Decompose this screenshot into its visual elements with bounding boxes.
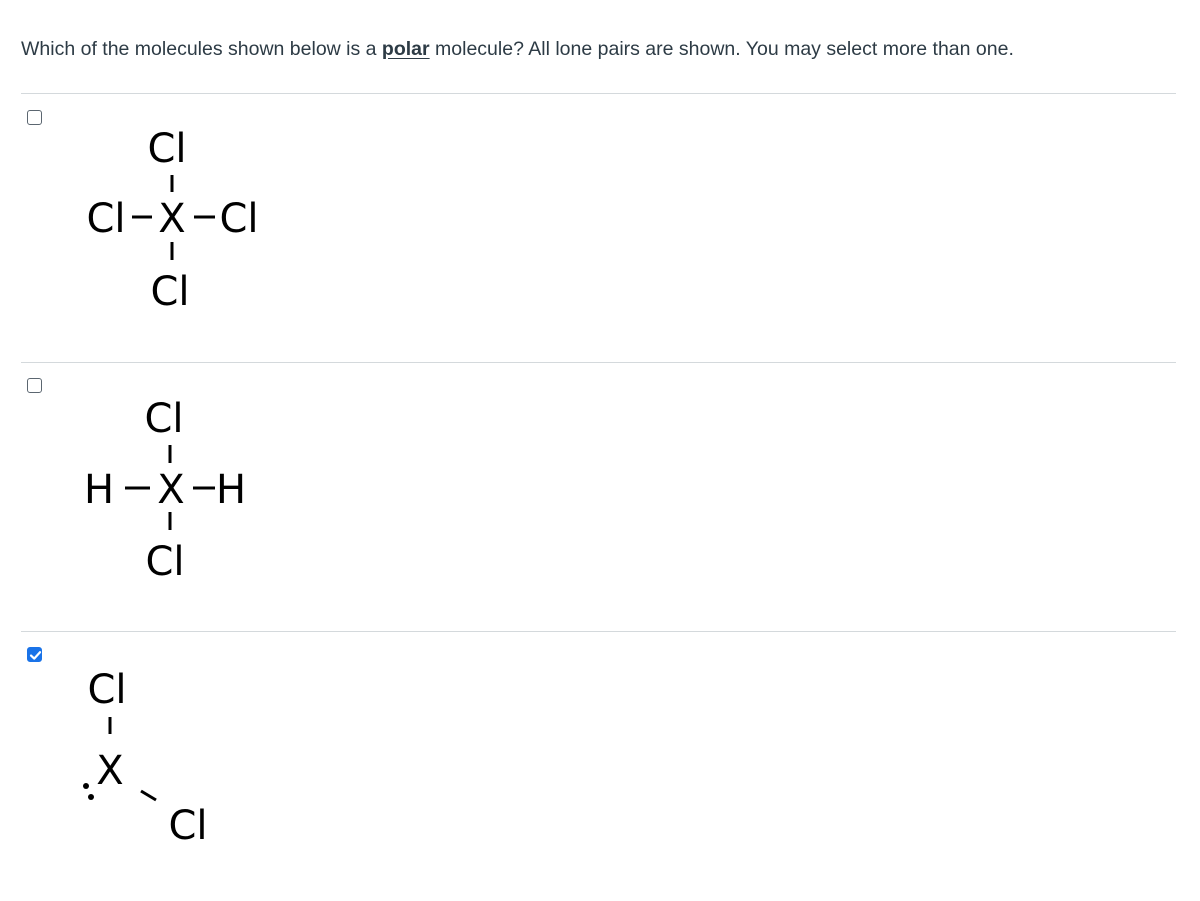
option-3-bond-right bbox=[141, 791, 156, 800]
option-2-atom-bottom: Cl bbox=[145, 539, 185, 585]
option-2-atom-left: H bbox=[83, 467, 115, 513]
option-2-atom-right: H bbox=[215, 467, 247, 513]
question-text-before: Which of the molecules shown below is a bbox=[21, 38, 382, 60]
question-keyword: polar bbox=[381, 38, 430, 60]
option-1-atom-top: Cl bbox=[147, 126, 187, 172]
option-1-atom-right: Cl bbox=[219, 196, 259, 242]
option-1-atom-bottom: Cl bbox=[150, 269, 190, 315]
option-1-atom-left: Cl bbox=[86, 196, 126, 242]
option-1-atom-center: X bbox=[158, 196, 186, 242]
question-text-after: molecule? All lone pairs are shown. You may select more than one. bbox=[429, 38, 1014, 60]
option-3-atom-top: Cl bbox=[87, 667, 127, 713]
option-3-atom-center: X bbox=[96, 748, 124, 794]
option-3-atom-bottom-right: Cl bbox=[168, 803, 208, 849]
option-2-atom-top: Cl bbox=[144, 396, 184, 442]
option-3-lone-pair-dot bbox=[83, 783, 89, 789]
option-2-atom-center: X bbox=[157, 467, 185, 513]
option-3-lone-pair-dot bbox=[88, 794, 94, 800]
